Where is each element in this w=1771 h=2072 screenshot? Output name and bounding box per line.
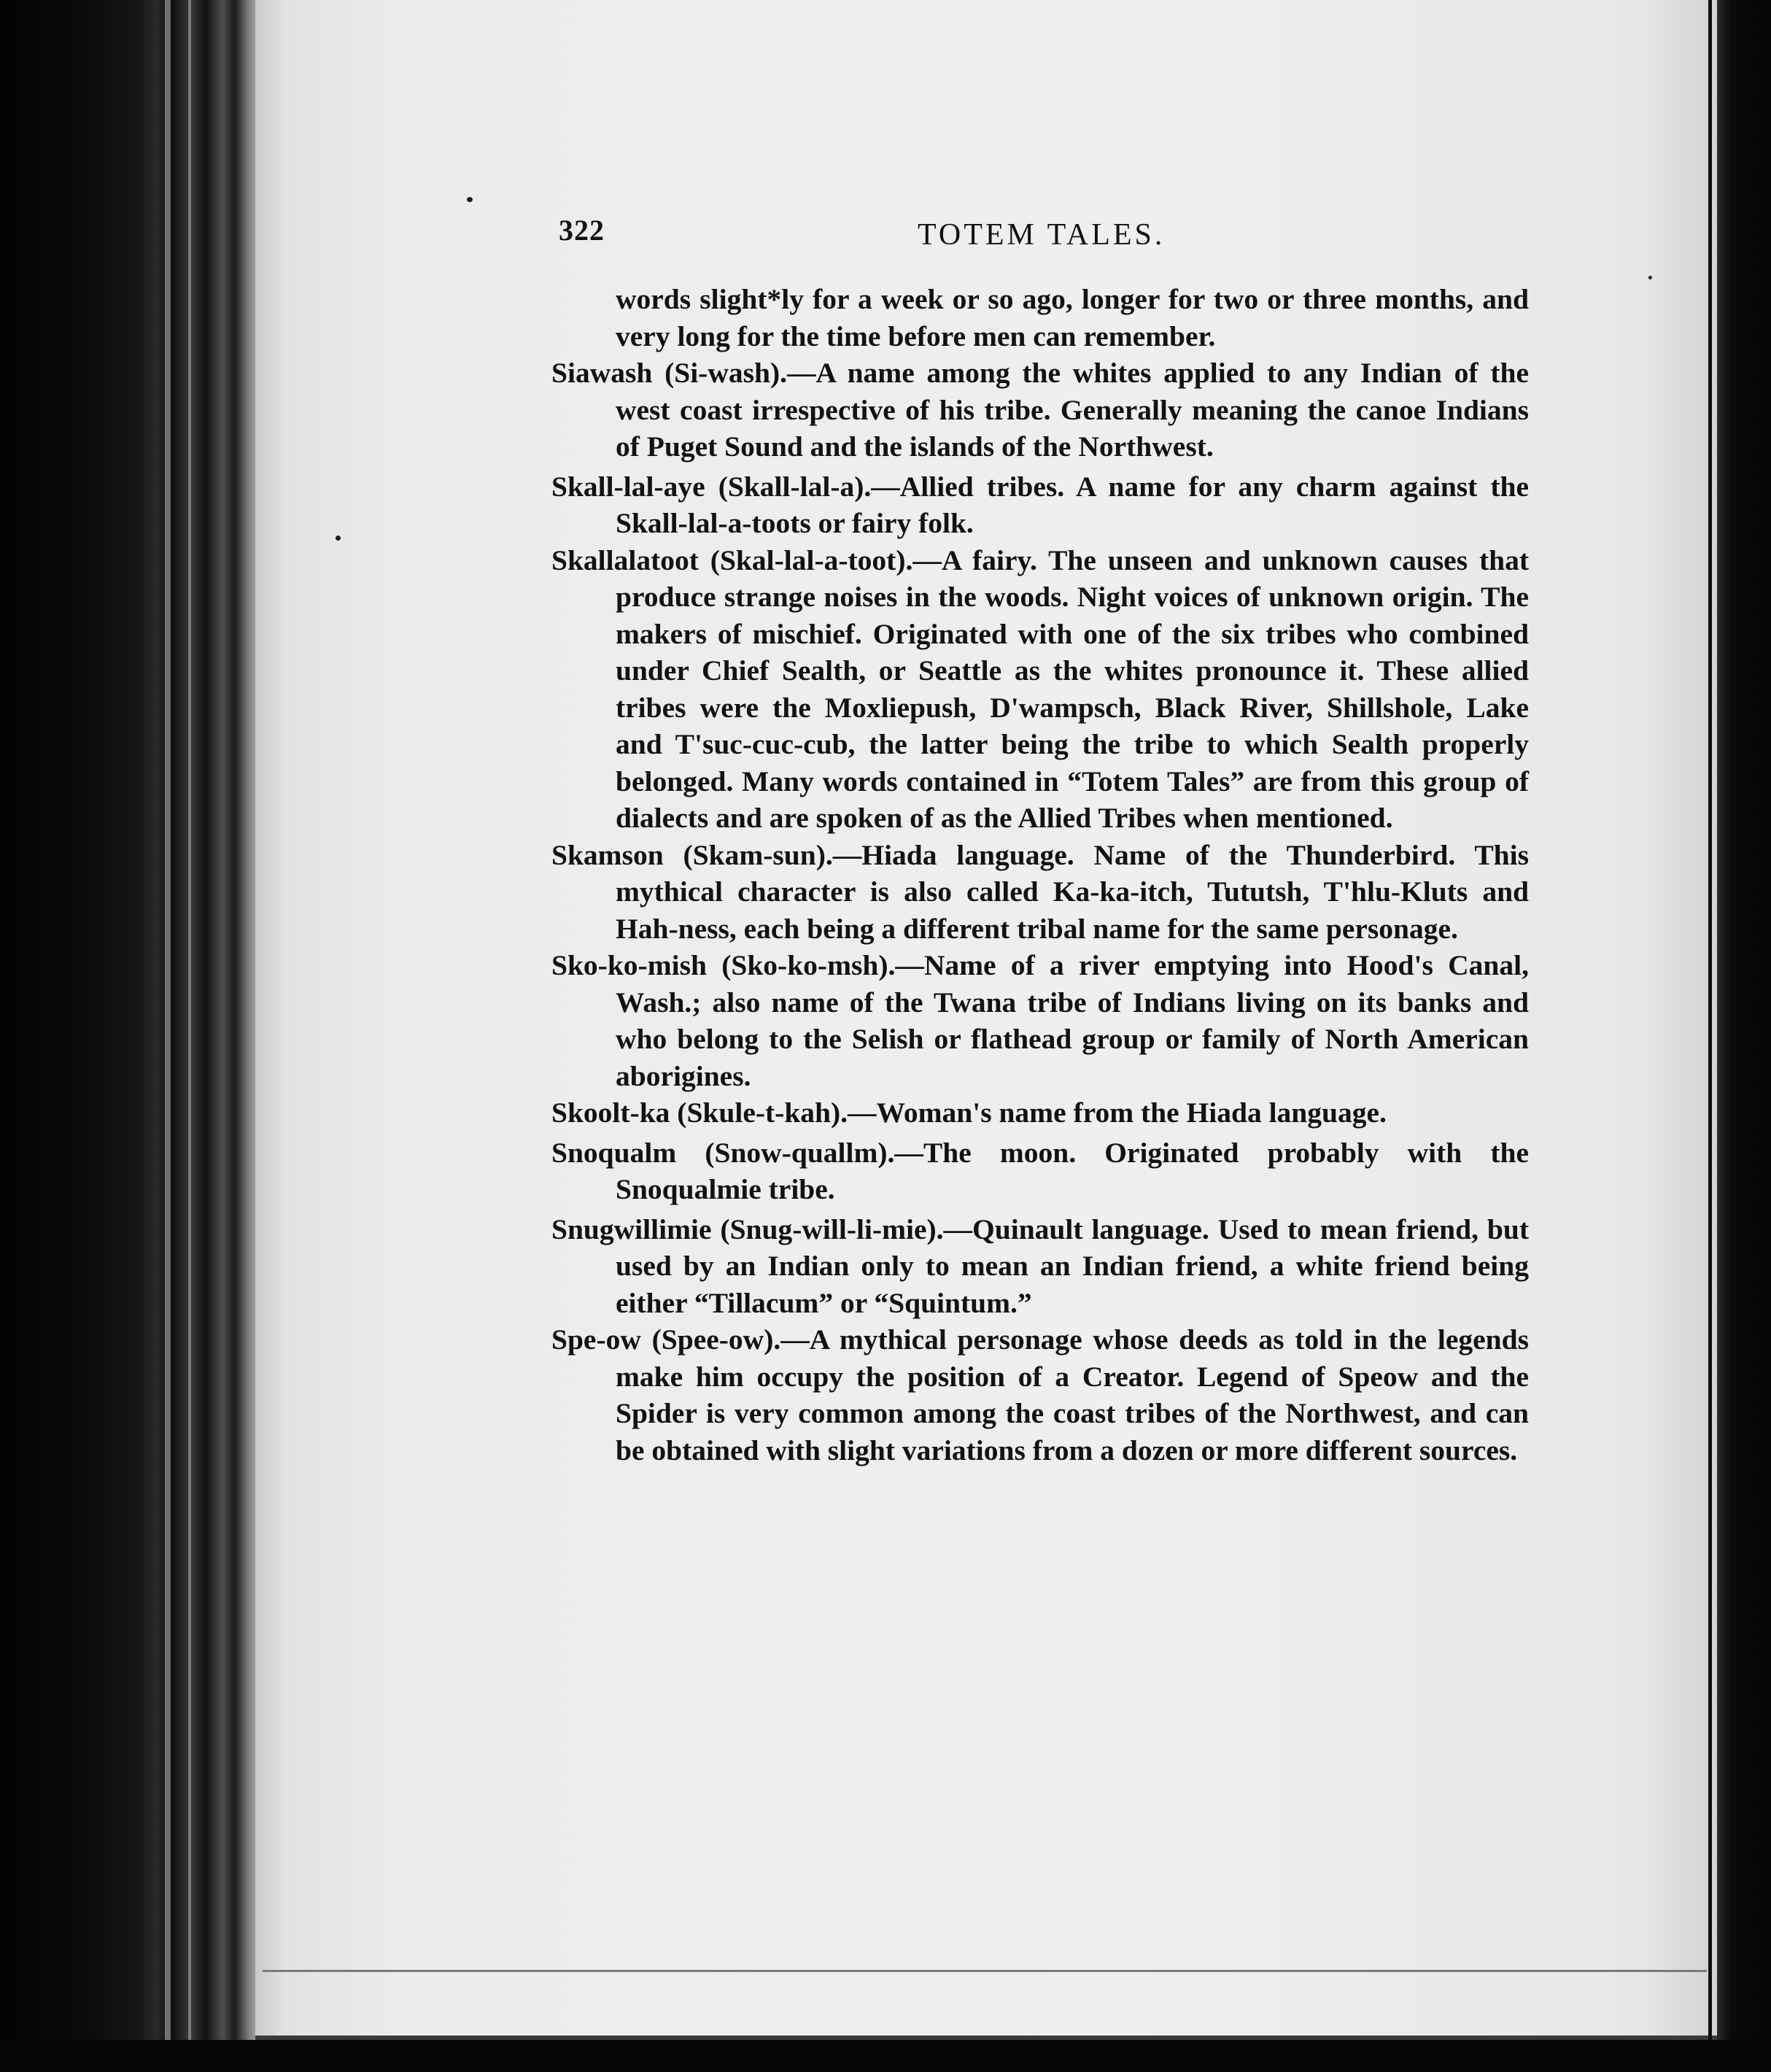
- glossary-entry-skoolt-ka: Skoolt-ka (Skule-t-kah).—Woman's name from the Hiada language.: [551, 1097, 1387, 1129]
- glossary-entry-snugwillimie: Snugwillimie (Snug-will-li-mie).—Quinault language. Used to mean friend, but used by an Indian only to mean an Indian friend, a white friend being either “Tillacum” or “Squintum.”: [551, 1213, 1529, 1319]
- glossary-entry-sko-ko-mish: Sko-ko-mish (Sko-ko-msh).—Name of a river emptying into Hood's Canal, Wash.; also name of the Twana tribe of Indians living on its banks and who belong to the Selish or flathead group or family of North American aborigines.: [551, 949, 1529, 1092]
- glossary-entry-spe-ow: Spe-ow (Spee-ow).—A mythical personage whose deeds as told in the legends make him occupy the position of a Creator. Legend of Speow and the Spider is very common among the coast tribes of the Northwest, and can be obtained with slight variations from a dozen or more different sources.: [551, 1323, 1529, 1466]
- page-number: 322: [559, 214, 605, 247]
- glossary-entry-skamson: Skamson (Skam-sun).—Hiada language. Name of the Thunderbird. This mythical character is also called Ka-ka-itch, Tututsh, T'hlu-Kluts and Hah-ness, each being a different tribal name for the same personage.: [551, 838, 1529, 945]
- glossary-entry-snoqualm: Snoqualm (Snow-quallm).—The moon. Originated probably with the Snoqualmie tribe.: [551, 1136, 1529, 1205]
- glossary-entry-skallalatoot: Skallalatoot (Skal-lal-a-toot).—A fairy. The unseen and unknown causes that produce strange noises in the woods. Night voices of unknown origin. The makers of mischief. Originated with one of the six tribes who combined under Chief Sealth, or Seattle as the whites pronounce it. These allied tribes were the Moxliepush, D'wampsch, Black River, Shillshole, Lake and T'suc-cuc-cub, the latter being the tribe to which Sealth properly belonged. Many words contained in “Totem Tales” are from this group of dialects and are spoken of as the Allied Tribes when mentioned.: [551, 544, 1529, 834]
- glossary-entry-siawash: Siawash (Si-wash).—A name among the whites applied to any Indian of the west coast irrespective of his tribe. Generally meaning the canoe Indians of Puget Sound and the islands of the Northwest.: [551, 357, 1529, 463]
- glossary-entries: [551, 281, 1529, 1469]
- glossary-entry-skall-lal-aye: Skall-lal-aye (Skall-lal-a).—Allied tribes. A name for any charm against the Skall-lal-a-toots or fairy folk.: [551, 470, 1529, 539]
- running-title: TOTEM TALES.: [918, 218, 1166, 252]
- glossary-entry-continued: words slight*ly for a week or so ago, longer for two or three months, and very long for the time before men can remember.: [616, 283, 1529, 352]
